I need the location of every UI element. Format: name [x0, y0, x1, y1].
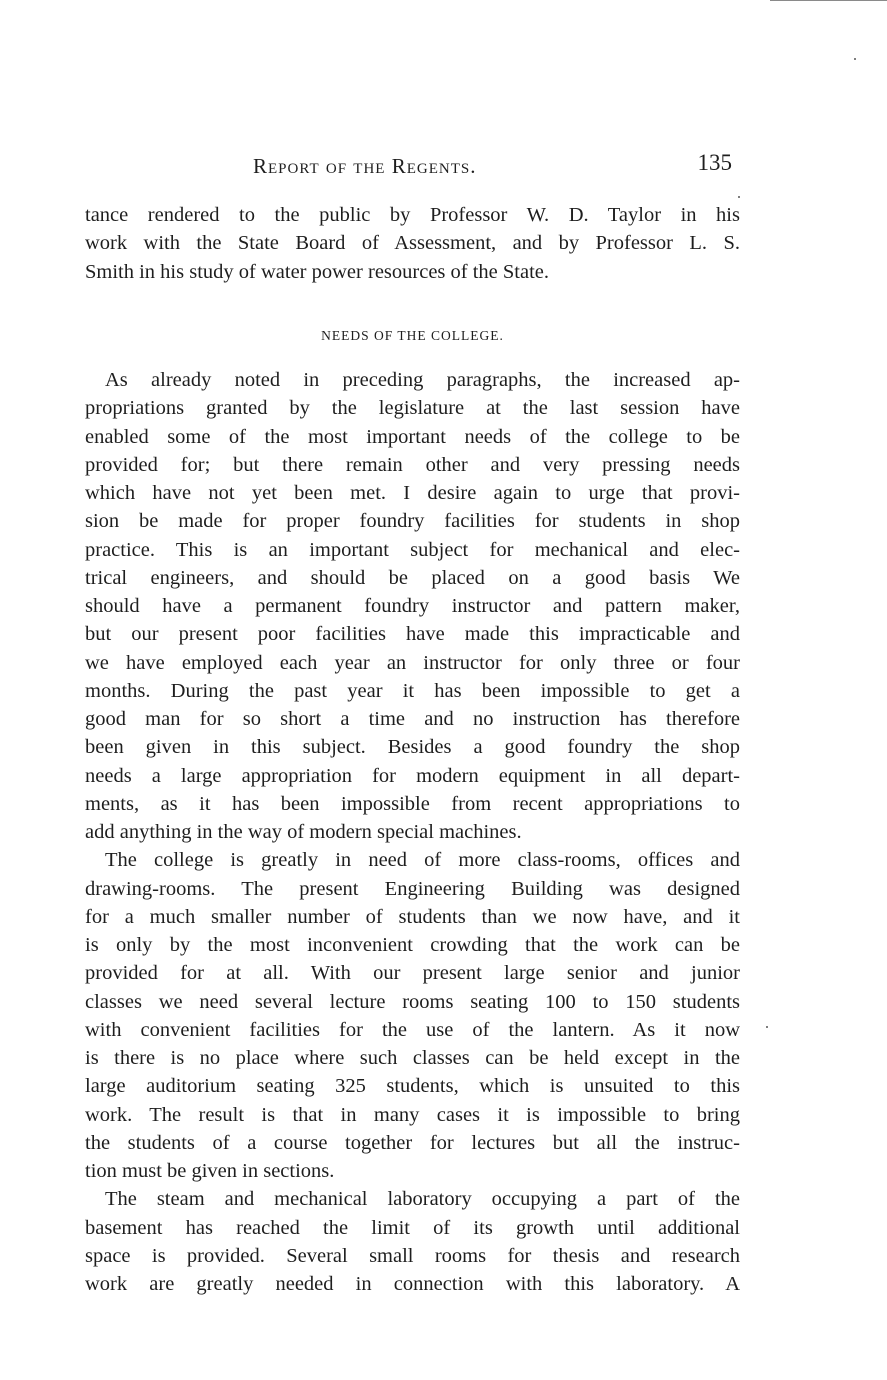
text-line: the students of a course together for lectures but all the instruc-: [85, 1131, 740, 1154]
text-line: sion be made for proper foundry facilities for students in shop: [85, 510, 740, 533]
text-line: needs a large appropriation for modern equipment in all depart-: [85, 764, 740, 787]
section-heading: NEEDS OF THE COLLEGE.: [321, 328, 504, 343]
text-line: classes we need several lecture rooms seating 100 to 150 students: [85, 990, 740, 1013]
text-line: months. During the past year it has been impossible to get a: [85, 679, 740, 702]
text-line: tance rendered to the public by Professor W. D. Taylor in his: [85, 204, 740, 226]
continuation-paragraph: [85, 201, 740, 286]
running-head: [85, 150, 740, 178]
text-line: tion must be given in sections.: [85, 1160, 335, 1182]
text-line: with convenient facilities for the use of the lantern. As it now: [85, 1018, 740, 1041]
text-line: but our present poor facilities have made this impracticable and: [85, 623, 740, 646]
text-line: trical engineers, and should be placed on a good basis We: [85, 566, 740, 589]
body-text: [85, 366, 740, 1298]
text-line: is only by the most inconvenient crowding that the work can be: [85, 934, 740, 956]
text-line: propriations granted by the legislature at the last session have: [85, 397, 740, 420]
text-line: Smith in his study of water power resources of the State.: [85, 260, 550, 283]
text-line: provided for; but there remain other and very pressing needs: [85, 453, 740, 476]
text-line: is there is no place where such classes can be held except in the: [85, 1047, 740, 1069]
text-line: for a much smaller number of students than we now have, and it: [85, 905, 740, 928]
text-line: should have a permanent foundry instructor and pattern maker,: [85, 595, 740, 617]
page-number: 135: [697, 150, 732, 175]
text-line: which have not yet been met. I desire again to urge that provi-: [85, 482, 740, 504]
text-line: add anything in the way of modern special machines.: [85, 821, 522, 843]
text-line: ments, as it has been impossible from recent appropriations to: [85, 792, 740, 815]
text-line: The steam and mechanical laboratory occupying a part of the: [105, 1188, 740, 1211]
text-line: drawing-rooms. The present Engineering Building was designed: [85, 877, 740, 900]
page-edge-rule: [770, 0, 887, 1]
text-line: work. The result is that in many cases it is impossible to bring: [85, 1103, 740, 1126]
text-line: been given in this subject. Besides a good foundry the shop: [85, 736, 740, 759]
text-line: large auditorium seating 325 students, which is unsuited to this: [85, 1075, 740, 1098]
running-title: Report of the Regents.: [253, 154, 477, 178]
scan-speck: [854, 58, 856, 60]
text-line: The college is greatly in need of more class-rooms, offices and: [105, 849, 740, 872]
scan-speck: [738, 196, 740, 198]
text-line: provided for at all. With our present large senior and junior: [85, 962, 740, 985]
text-line: space is provided. Several small rooms for thesis and research: [85, 1244, 740, 1267]
text-line: enabled some of the most important needs of the college to be: [85, 425, 740, 448]
text-line: work are greatly needed in connection with this laboratory. A: [85, 1273, 740, 1295]
text-line: good man for so short a time and no instruction has therefore: [85, 708, 740, 730]
text-line: we have employed each year an instructor for only three or four: [85, 651, 740, 674]
text-line: basement has reached the limit of its growth until additional: [85, 1216, 740, 1239]
text-line: work with the State Board of Assessment, and by Professor L. S.: [85, 232, 740, 255]
text-line: practice. This is an important subject for mechanical and elec-: [85, 538, 740, 561]
scan-speck: [766, 1026, 768, 1028]
text-line: As already noted in preceding paragraphs, the increased ap-: [105, 369, 740, 391]
